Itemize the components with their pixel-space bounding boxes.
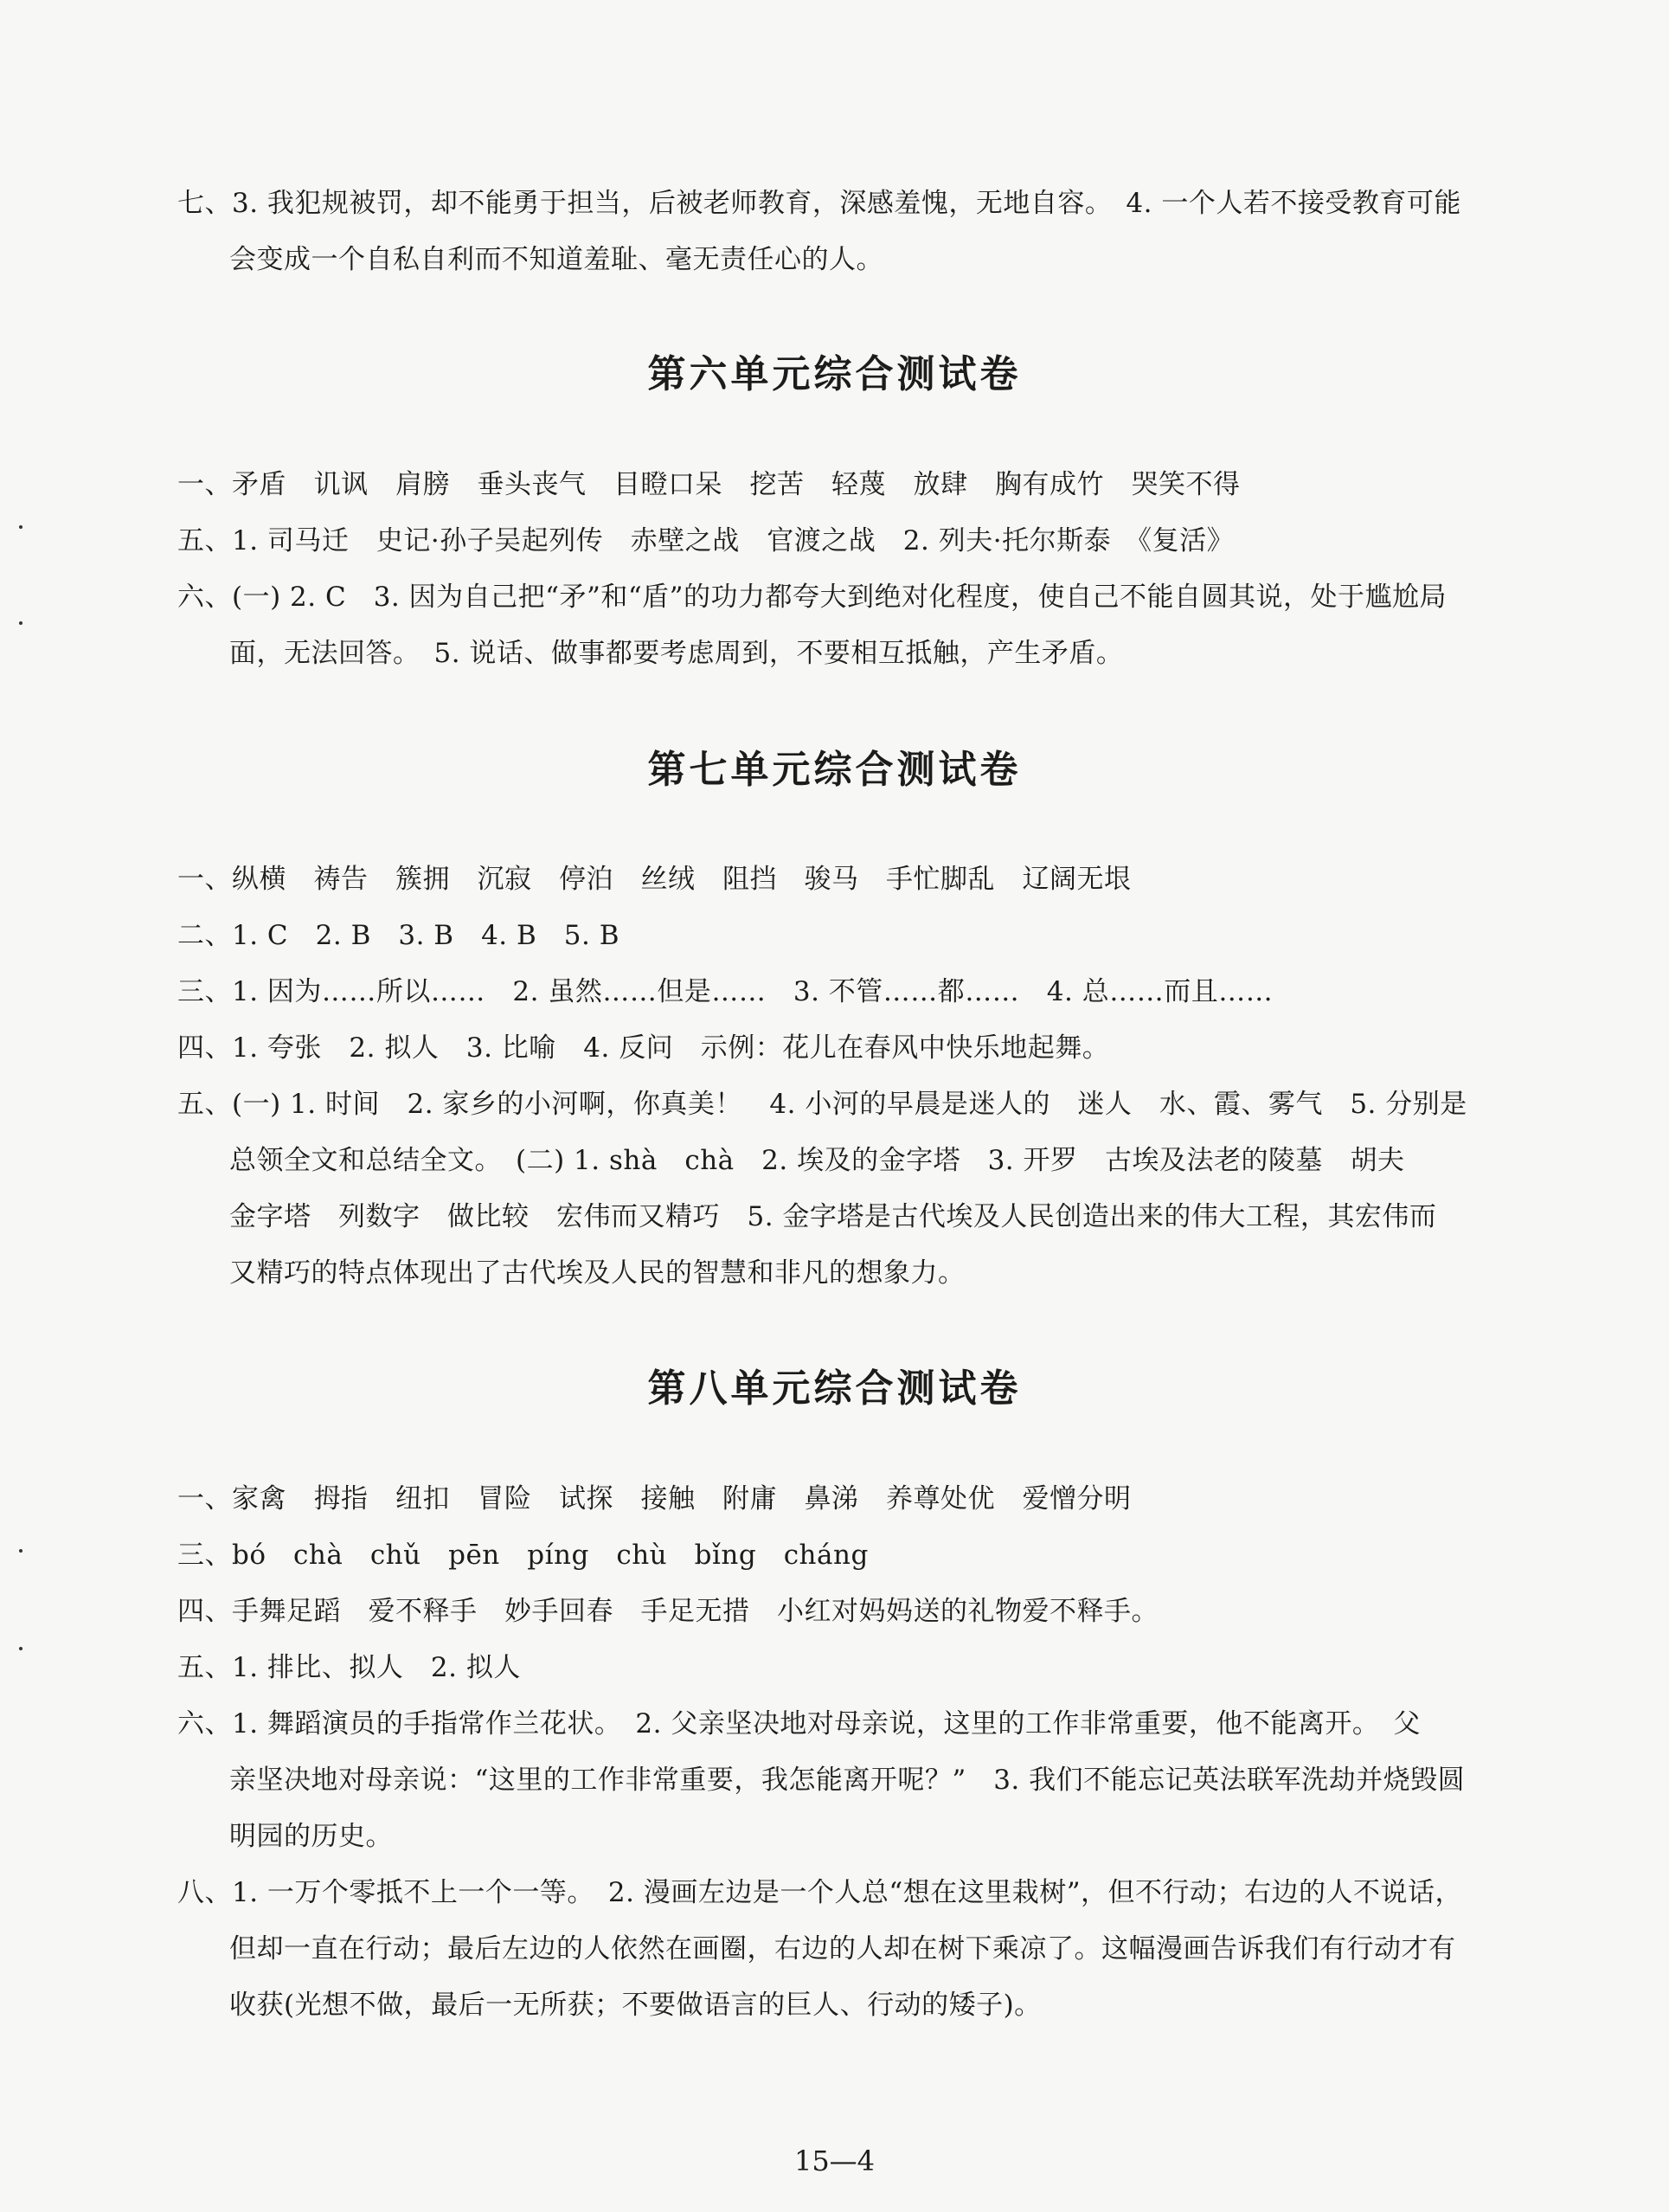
section-title-unit6: 第六单元综合测试卷 xyxy=(647,352,1022,396)
answer-line: 一、矛盾 讥讽 肩膀 垂头丧气 目瞪口呆 挖苦 轻蔑 放肆 胸有成竹 哭笑不得 xyxy=(177,469,1241,500)
answer-line: 五、(一) 1. 时间 2. 家乡的小河啊，你真美！ 4. 小河的早晨是迷人的 迷人 水、霞、雾气 5. 分别是 xyxy=(177,1089,1467,1120)
answer-line: 六、1. 舞蹈演员的手指常作兰花状。 2. 父亲坚决地对母亲说，这里的工作非常重要，他不能离开。 父 xyxy=(177,1708,1421,1739)
answer-line: 又精巧的特点体现出了古代埃及人民的智慧和非凡的想象力。 xyxy=(229,1257,966,1289)
answer-line: 面，无法回答。 5. 说话、做事都要考虑周到，不要相互抵触，产生矛盾。 xyxy=(229,638,1124,669)
page-number: 15—4 xyxy=(793,2144,876,2177)
answer-line: 收获(光想不做，最后一无所获；不要做语言的巨人、行动的矮子)。 xyxy=(229,1990,1042,2021)
answer-line: 八、1. 一万个零抵不上一个一等。 2. 漫画左边是一个人总“想在这里栽树”，但不行动；右边的人不说话， xyxy=(177,1877,1463,1908)
answer-line: 三、1. 因为……所以…… 2. 虽然……但是…… 3. 不管……都…… 4. 总……而且…… xyxy=(177,976,1274,1007)
scan-speck xyxy=(19,1647,22,1650)
answer-line: 二、1. C 2. B 3. B 4. B 5. B xyxy=(177,920,619,951)
answer-line: 一、家禽 拇指 纽扣 冒险 试探 接触 附庸 鼻涕 养尊处优 爱憎分明 xyxy=(177,1483,1132,1514)
answer-line: 六、(一) 2. C 3. 因为自己把“矛”和“盾”的功力都夸大到绝对化程度，使自己不能自圆其说，处于尴尬局 xyxy=(177,582,1448,613)
section-title-unit7: 第七单元综合测试卷 xyxy=(647,748,1022,792)
section-title-unit8: 第八单元综合测试卷 xyxy=(647,1366,1022,1411)
answer-line: 明园的历史。 xyxy=(229,1821,393,1852)
answer-line: 七、3. 我犯规被罚，却不能勇于担当，后被老师教育，深感羞愧，无地自容。 4. 一个人若不接受教育可能 xyxy=(177,188,1461,219)
scan-speck xyxy=(19,621,22,625)
answer-line: 四、手舞足蹈 爱不释手 妙手回春 手足无措 小红对妈妈送的礼物爱不释手。 xyxy=(177,1596,1159,1627)
answer-line: 三、bó chà chǔ pēn píng chù bǐng cháng xyxy=(177,1540,869,1571)
answer-line: 但却一直在行动；最后左边的人依然在画圈，右边的人却在树下乘凉了。这幅漫画告诉我们有行动才有 xyxy=(229,1933,1456,1964)
answer-line: 总领全文和总结全文。 (二) 1. shà chà 2. 埃及的金字塔 3. 开罗 古埃及法老的陵墓 胡夫 xyxy=(229,1145,1405,1176)
answer-line: 四、1. 夸张 2. 拟人 3. 比喻 4. 反问 示例：花儿在春风中快乐地起舞。 xyxy=(177,1032,1110,1064)
answer-line: 五、1. 排比、拟人 2. 拟人 xyxy=(177,1652,521,1683)
answer-line: 亲坚决地对母亲说：“这里的工作非常重要，我怎能离开呢？” 3. 我们不能忘记英法联军洗劫并烧毁圆 xyxy=(229,1765,1466,1796)
answer-line: 金字塔 列数字 做比较 宏伟而又精巧 5. 金字塔是古代埃及人民创造出来的伟大工程，其宏伟而 xyxy=(229,1201,1437,1232)
answer-line: 一、纵横 祷告 簇拥 沉寂 停泊 丝绒 阻挡 骏马 手忙脚乱 辽阔无垠 xyxy=(177,864,1132,895)
answer-line: 会变成一个自私自利而不知道羞耻、毫无责任心的人。 xyxy=(229,244,883,275)
scan-speck xyxy=(19,1549,22,1553)
scan-speck xyxy=(19,525,22,529)
answer-line: 五、1. 司马迁 史记·孙子吴起列传 赤壁之战 官渡之战 2. 列夫·托尔斯泰 《复活》 xyxy=(177,525,1235,556)
